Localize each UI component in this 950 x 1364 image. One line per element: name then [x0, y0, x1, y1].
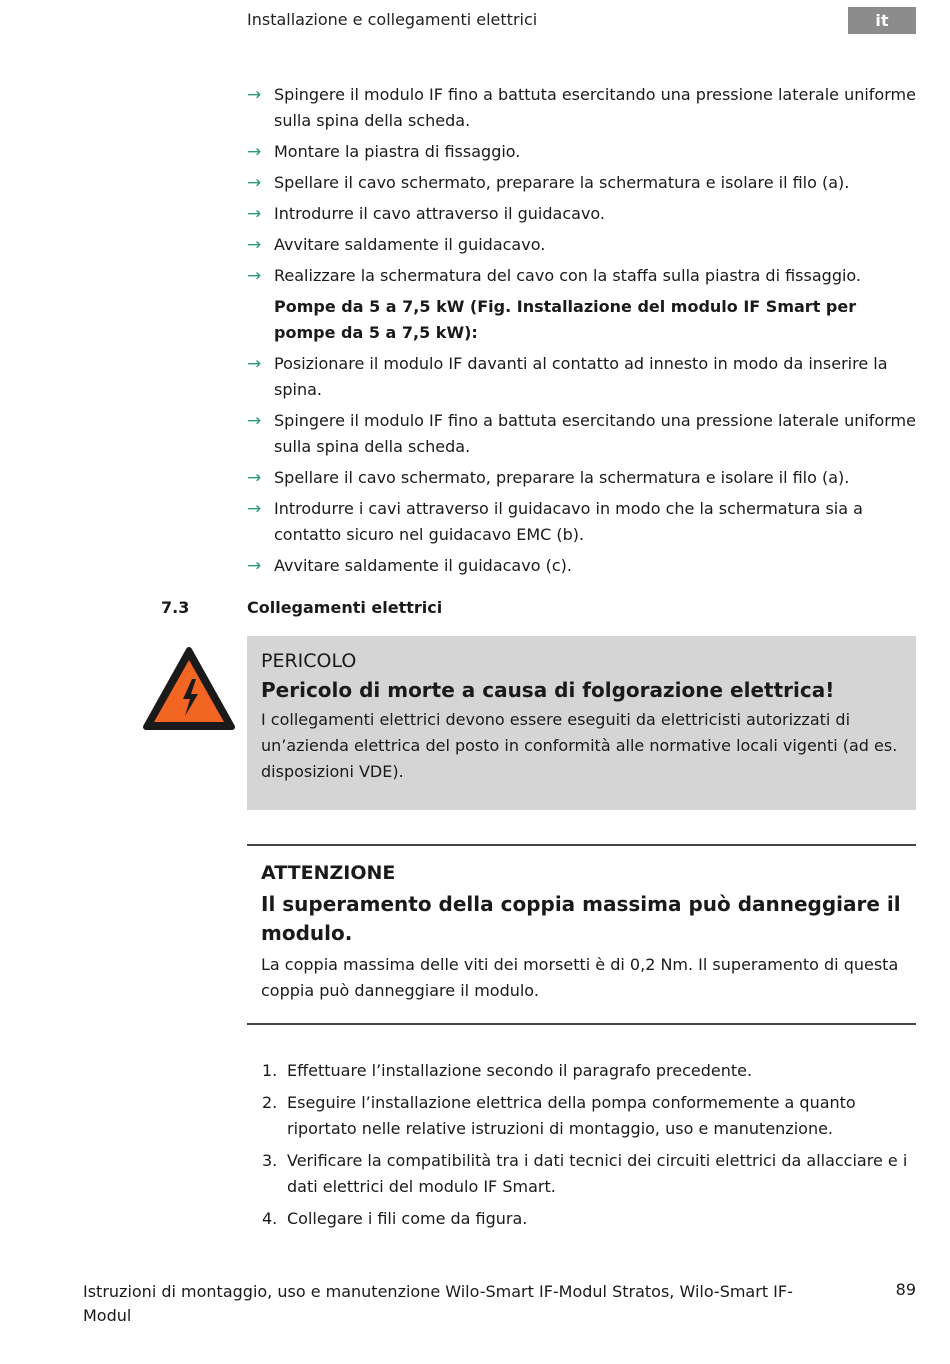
- numbered-steps: [262, 1058, 918, 1238]
- step-item: → Montare la piastra di fissaggio.: [247, 139, 917, 165]
- arrow-right-icon: →: [247, 85, 262, 105]
- danger-body: I collegamenti elettrici devono essere eseguiti da elettricisti autorizzati di un’azienda elettrica del posto in conformità alle normative locali vigenti (ad es. disposizioni VDE).: [261, 710, 898, 781]
- numbered-step: 2. Eseguire l’installazione elettrica della pompa conformemente a quanto riportato nelle relative istruzioni di montaggio, uso e manutenzione.: [262, 1093, 856, 1138]
- step-item: → Spellare il cavo schermato, preparare la schermatura e isolare il filo (a).: [247, 170, 917, 196]
- arrow-right-icon: →: [247, 266, 262, 286]
- arrow-right-icon: →: [247, 354, 262, 374]
- step-subheading: Pompe da 5 a 7,5 kW (Fig. Installazione del modulo IF Smart per pompe da 5 a 7,5 kW):: [274, 297, 857, 342]
- section-title: Collegamenti elettrici: [247, 598, 443, 617]
- step-item: → Avvitare saldamente il guidacavo.: [247, 232, 917, 258]
- high-voltage-warning-icon: [142, 646, 236, 732]
- language-badge: it: [848, 7, 916, 34]
- step-item: → Introdurre il cavo attraverso il guidacavo.: [247, 201, 917, 227]
- danger-notice: [247, 636, 916, 810]
- caution-headline: Il superamento della coppia massima può danneggiare il modulo.: [261, 892, 901, 945]
- step-item: → Avvitare saldamente il guidacavo (c).: [247, 553, 917, 579]
- caution-body: La coppia massima delle viti dei morsetti è di 0,2 Nm. Il superamento di questa coppia può danneggiare il modulo.: [261, 955, 899, 1000]
- arrow-right-icon: →: [247, 499, 262, 519]
- arrow-right-icon: →: [247, 173, 262, 193]
- arrow-right-icon: →: [247, 556, 262, 576]
- step-item: → Spellare il cavo schermato, preparare la schermatura e isolare il filo (a).: [247, 465, 917, 491]
- section-number: 7.3: [161, 598, 190, 617]
- numbered-step: 1. Effettuare l’installazione secondo il paragrafo precedente.: [262, 1061, 753, 1080]
- step-item: → Introdurre i cavi attraverso il guidacavo in modo che la schermatura sia a contatto sicuro nel guidacavo EMC (b).: [247, 496, 917, 548]
- numbered-step: 4. Collegare i fili come da figura.: [262, 1209, 528, 1228]
- step-item: → Realizzare la schermatura del cavo con la staffa sulla piastra di fissaggio.: [247, 263, 917, 289]
- step-item: → Spingere il modulo IF fino a battuta esercitando una pressione laterale uniforme sulla spina della scheda.: [247, 82, 917, 134]
- footer-document-title: Istruzioni di montaggio, uso e manutenzione Wilo-Smart IF-Modul Stratos, Wilo-Smart IF-Modul: [83, 1282, 793, 1325]
- caution-notice: [247, 844, 916, 1025]
- step-item: → Posizionare il modulo IF davanti al contatto ad innesto in modo da inserire la spina.: [247, 351, 917, 403]
- arrow-right-icon: →: [247, 235, 262, 255]
- danger-signal-word: PERICOLO: [261, 650, 357, 672]
- arrow-right-icon: →: [247, 204, 262, 224]
- page-number: 89: [895, 1280, 916, 1299]
- caution-signal-word: ATTENZIONE: [261, 862, 396, 884]
- step-item: → Spingere il modulo IF fino a battuta esercitando una pressione laterale uniforme sulla spina della scheda.: [247, 408, 917, 460]
- danger-headline: Pericolo di morte a causa di folgorazione elettrica!: [261, 678, 835, 702]
- numbered-step: 3. Verificare la compatibilità tra i dati tecnici dei circuiti elettrici da allacciare e i dati elettrici del modulo IF Smart.: [262, 1151, 908, 1196]
- header-title: Installazione e collegamenti elettrici: [247, 10, 538, 29]
- arrow-right-icon: →: [247, 142, 262, 162]
- arrow-right-icon: →: [247, 468, 262, 488]
- instruction-steps: [247, 82, 917, 584]
- arrow-right-icon: →: [247, 411, 262, 431]
